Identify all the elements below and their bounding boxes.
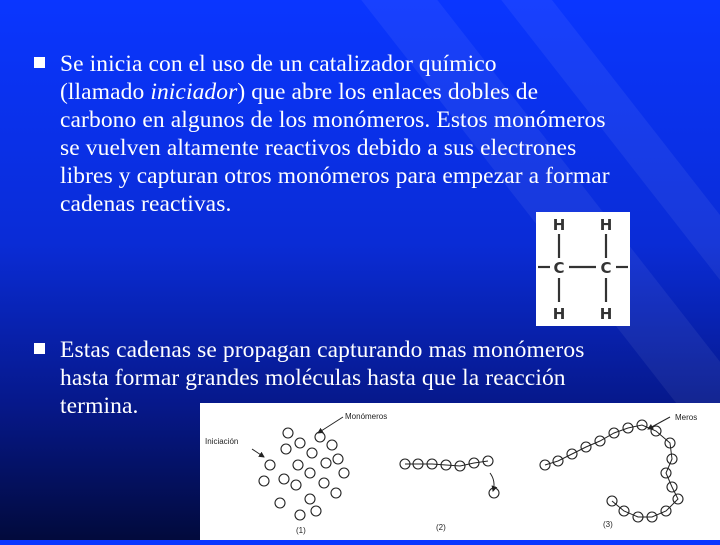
label-monomeros: Monómeros	[345, 412, 388, 421]
atom-h: H	[599, 305, 613, 323]
monomer-circle	[279, 474, 289, 484]
polymerization-svg	[200, 403, 720, 540]
label-iniciacion: Iniciación	[205, 437, 239, 446]
monomer-circle	[333, 454, 343, 464]
monomer-circle	[327, 440, 337, 450]
monomer-circle	[305, 494, 315, 504]
panel-label-2: (2)	[436, 523, 446, 532]
text-line: hasta formar grandes moléculas hasta que la reacción	[60, 365, 566, 391]
monomer-circle	[293, 460, 303, 470]
text-line: se vuelven altamente reactivos debido a sus electrones	[60, 135, 577, 161]
monomer-circle	[315, 432, 325, 442]
label-meros: Meros	[675, 413, 698, 422]
chain-bonds	[405, 425, 678, 517]
text-line: (llamado iniciador) que abre los enlaces dobles de	[60, 79, 539, 105]
atom-h: H	[552, 216, 566, 234]
panel-label-1: (1)	[296, 526, 306, 535]
text-line: termina.	[60, 393, 139, 419]
monomer-circle	[295, 510, 305, 520]
atom-h: H	[552, 305, 566, 323]
monomer-circle	[331, 488, 341, 498]
atom-c: C	[553, 259, 565, 277]
monomer-circle	[281, 444, 291, 454]
text-line: carbono en algunos de los monómeros. Estos monómeros	[60, 107, 606, 133]
bullet-marker	[34, 343, 45, 354]
monomer-circle	[291, 480, 301, 490]
monomer-circle	[311, 506, 321, 516]
atom-c: C	[600, 259, 612, 277]
bullet-text-1	[60, 50, 610, 218]
monomer-circle	[283, 428, 293, 438]
monomer-circle	[305, 468, 315, 478]
ethylene-structure-image	[536, 212, 630, 326]
text-line: cadenas reactivas.	[60, 191, 232, 217]
text-line: Se inicia con el uso de un catalizador químico	[60, 51, 497, 77]
monomer-circle	[489, 488, 499, 498]
monomer-circle	[275, 498, 285, 508]
monomer-circle	[259, 476, 269, 486]
molecule-diagram	[536, 212, 630, 326]
monomer-circle	[265, 460, 275, 470]
emphasis-iniciador: iniciador	[150, 79, 238, 105]
text-line: Estas cadenas se propagan capturando mas monómeros	[60, 337, 585, 363]
panel-label-3: (3)	[603, 520, 613, 529]
monomer-circle	[295, 438, 305, 448]
bullet-marker	[34, 57, 45, 68]
monomer-circle	[307, 448, 317, 458]
monomer-circle	[321, 458, 331, 468]
polymerization-diagram	[200, 403, 720, 540]
monomer-circle	[319, 478, 329, 488]
monomer-circle	[339, 468, 349, 478]
text-line: libres y capturan otros monómeros para empezar a formar	[60, 163, 610, 189]
atom-h: H	[599, 216, 613, 234]
